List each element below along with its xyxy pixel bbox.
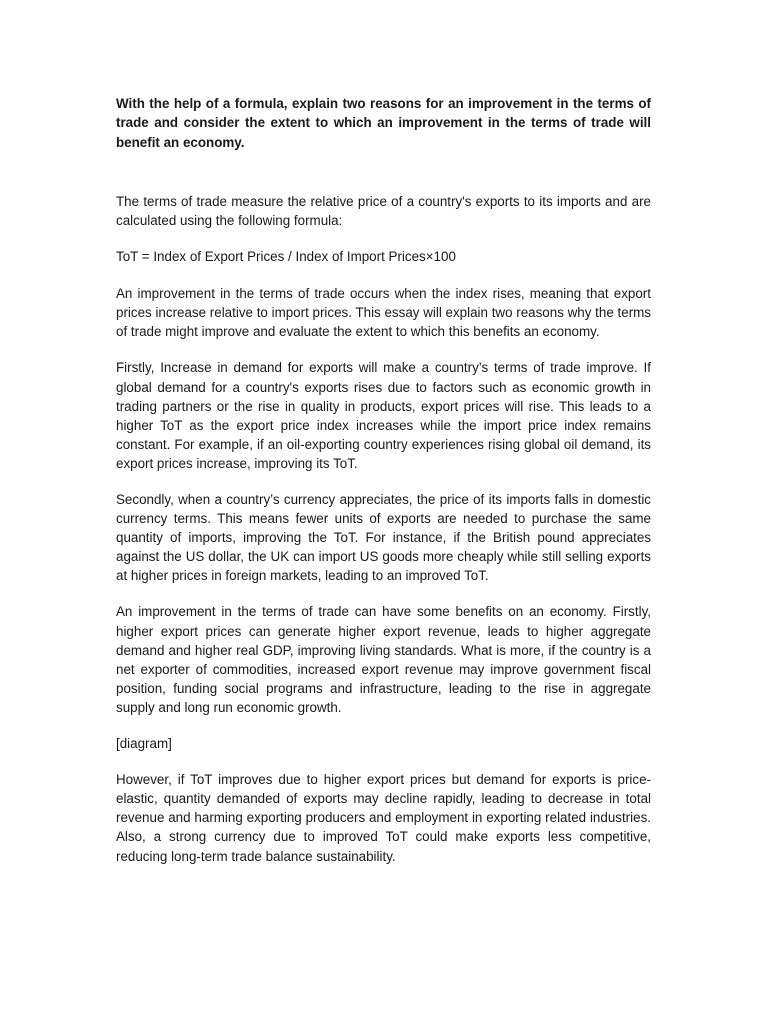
- essay-document: [116, 94, 651, 883]
- diagram-placeholder: [diagram]: [116, 736, 172, 752]
- benefits-paragraph: An improvement in the terms of trade can have some benefits on an economy. Firstly, higher export prices can generate higher export revenue, leads to higher aggregate demand and higher real GDP, improving living standards. What is more, if the country is a net exporter of commodities, increased export revenue may improve government fiscal position, funding social programs and infrastructure, leading to the rise in aggregate supply and long run economic growth.: [116, 604, 651, 715]
- overview-paragraph: An improvement in the terms of trade occurs when the index rises, meaning that export prices increase relative to import prices. This essay will explain two reasons why the terms of trade might improve and evaluate the extent to which this benefits an economy.: [116, 286, 651, 340]
- reason-one-paragraph: Firstly, Increase in demand for exports will make a country’s terms of trade improve. If global demand for a country's exports rises due to factors such as economic growth in trading partners or the rise in quality in products, export prices will rise. This leads to a higher ToT as the export price index increases while the import price index remains constant. For example, if an oil-exporting country experiences rising global oil demand, its export prices increase, improving its ToT.: [116, 360, 651, 471]
- essay-question: With the help of a formula, explain two reasons for an improvement in the terms of trade and consider the extent to which an improvement in the terms of trade will benefit an economy.: [116, 96, 651, 150]
- tot-formula: ToT = Index of Export Prices / Index of Import Prices×100: [116, 249, 456, 265]
- evaluation-paragraph: However, if ToT improves due to higher export prices but demand for exports is price-elastic, quantity demanded of exports may decline rapidly, leading to decrease in total revenue and harming exporting producers and employment in exporting related industries. Also, a strong currency due to improved ToT could make exports less competitive, reducing long-term trade balance sustainability.: [116, 772, 651, 864]
- reason-two-paragraph: Secondly, when a country’s currency appreciates, the price of its imports falls in domestic currency terms. This means fewer units of exports are needed to purchase the same quantity of imports, improving the ToT. For instance, if the British pound appreciates against the US dollar, the UK can import US goods more cheaply while still selling exports at higher prices in foreign markets, leading to an improved ToT.: [116, 492, 651, 584]
- intro-paragraph: The terms of trade measure the relative price of a country's exports to its imports and are calculated using the following formula:: [116, 193, 651, 228]
